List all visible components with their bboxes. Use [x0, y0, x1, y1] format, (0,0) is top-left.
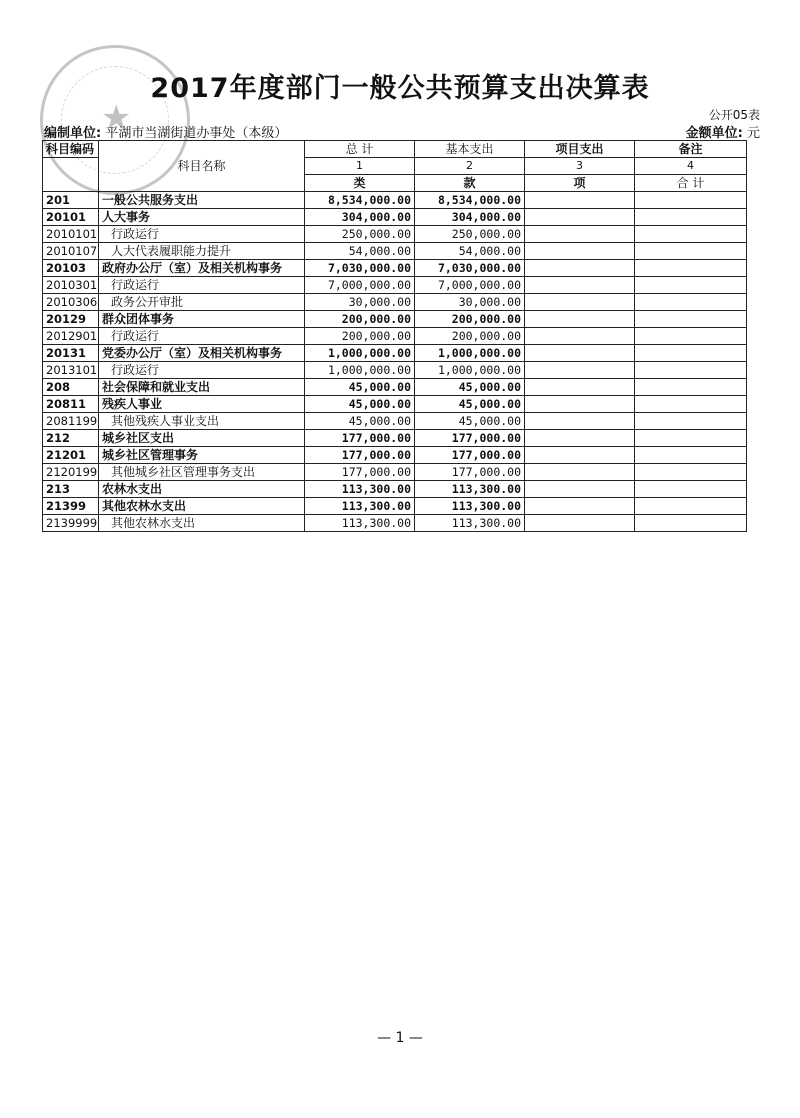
row-name: 城乡社区支出 — [99, 430, 305, 447]
table-row — [43, 379, 747, 396]
row-basic: 1,000,000.00 — [415, 345, 525, 362]
row-name: 其他农林水支出 — [99, 498, 305, 515]
row-name: 其他城乡社区管理事务支出 — [99, 464, 305, 481]
row-remark — [635, 226, 747, 243]
row-total: 45,000.00 — [305, 413, 415, 430]
unit-value: 元 — [746, 126, 760, 141]
row-remark — [635, 209, 747, 226]
row-project — [525, 515, 635, 532]
row-name: 群众团体事务 — [99, 311, 305, 328]
row-code: 2010301 — [43, 277, 99, 294]
row-project — [525, 481, 635, 498]
table-row — [43, 345, 747, 362]
row-remark — [635, 362, 747, 379]
row-name: 行政运行 — [99, 226, 305, 243]
page-number: — 1 — — [377, 1030, 423, 1046]
col-num-4: 4 — [635, 158, 747, 175]
row-name: 行政运行 — [99, 277, 305, 294]
row-remark — [635, 260, 747, 277]
row-remark — [635, 498, 747, 515]
row-basic: 200,000.00 — [415, 311, 525, 328]
table-row — [43, 209, 747, 226]
seal-star-icon: ★ — [101, 98, 132, 138]
table-row — [43, 396, 747, 413]
row-remark — [635, 311, 747, 328]
row-code: 2012901 — [43, 328, 99, 345]
row-code: 2010107 — [43, 243, 99, 260]
table-row — [43, 498, 747, 515]
row-total: 8,534,000.00 — [305, 192, 415, 209]
header-remark: 备注 — [635, 141, 747, 158]
row-total: 30,000.00 — [305, 294, 415, 311]
row-project — [525, 379, 635, 396]
row-project — [525, 362, 635, 379]
row-remark — [635, 515, 747, 532]
row-project — [525, 226, 635, 243]
table-row — [43, 515, 747, 532]
row-code: 213 — [43, 481, 99, 498]
row-total: 1,000,000.00 — [305, 345, 415, 362]
header-code: 科目编码 — [43, 141, 99, 158]
table-row — [43, 260, 747, 277]
row-basic: 200,000.00 — [415, 328, 525, 345]
row-basic: 1,000,000.00 — [415, 362, 525, 379]
row-name: 政务公开审批 — [99, 294, 305, 311]
currency-unit — [686, 122, 760, 141]
table-row — [43, 362, 747, 379]
row-code: 20101 — [43, 209, 99, 226]
row-project — [525, 328, 635, 345]
row-code: 2010306 — [43, 294, 99, 311]
row-remark — [635, 464, 747, 481]
table-row — [43, 481, 747, 498]
row-total: 200,000.00 — [305, 311, 415, 328]
col-num-2: 2 — [415, 158, 525, 175]
header-basic: 基本支出 — [415, 141, 525, 158]
row-name: 人大事务 — [99, 209, 305, 226]
header-lei: 类 — [305, 175, 415, 192]
row-basic: 7,000,000.00 — [415, 277, 525, 294]
row-name: 残疾人事业 — [99, 396, 305, 413]
row-remark — [635, 277, 747, 294]
row-name: 人大代表履职能力提升 — [99, 243, 305, 260]
row-remark — [635, 328, 747, 345]
row-total: 304,000.00 — [305, 209, 415, 226]
row-name: 行政运行 — [99, 362, 305, 379]
row-remark — [635, 243, 747, 260]
row-total: 1,000,000.00 — [305, 362, 415, 379]
form-number: 公开05表 — [708, 108, 760, 122]
row-code: 2139999 — [43, 515, 99, 532]
table-row — [43, 447, 747, 464]
row-basic: 177,000.00 — [415, 430, 525, 447]
row-remark — [635, 447, 747, 464]
table-row — [43, 294, 747, 311]
row-name: 政府办公厅（室）及相关机构事务 — [99, 260, 305, 277]
row-project — [525, 498, 635, 515]
row-total: 113,300.00 — [305, 481, 415, 498]
row-remark — [635, 481, 747, 498]
unit-label: 金额单位: — [685, 126, 743, 141]
row-code: 20103 — [43, 260, 99, 277]
row-remark — [635, 345, 747, 362]
row-project — [525, 294, 635, 311]
row-project — [525, 311, 635, 328]
row-project — [525, 396, 635, 413]
row-total: 113,300.00 — [305, 498, 415, 515]
row-project — [525, 413, 635, 430]
table-row — [43, 413, 747, 430]
row-total: 7,000,000.00 — [305, 277, 415, 294]
row-project — [525, 260, 635, 277]
row-remark — [635, 294, 747, 311]
row-basic: 45,000.00 — [415, 396, 525, 413]
header-total: 总 计 — [305, 141, 415, 158]
row-project — [525, 430, 635, 447]
table-row — [43, 464, 747, 481]
row-code: 212 — [43, 430, 99, 447]
row-total: 54,000.00 — [305, 243, 415, 260]
row-total: 177,000.00 — [305, 464, 415, 481]
row-code: 21201 — [43, 447, 99, 464]
row-remark — [635, 430, 747, 447]
table-row — [43, 430, 747, 447]
row-basic: 8,534,000.00 — [415, 192, 525, 209]
total-label: 合 计 — [635, 175, 747, 192]
row-total: 250,000.00 — [305, 226, 415, 243]
row-basic: 113,300.00 — [415, 481, 525, 498]
row-total: 177,000.00 — [305, 447, 415, 464]
row-basic: 177,000.00 — [415, 447, 525, 464]
row-project — [525, 447, 635, 464]
row-basic: 7,030,000.00 — [415, 260, 525, 277]
row-basic: 113,300.00 — [415, 515, 525, 532]
row-total: 177,000.00 — [305, 430, 415, 447]
row-name: 行政运行 — [99, 328, 305, 345]
row-total: 113,300.00 — [305, 515, 415, 532]
header-name: 科目名称 — [99, 141, 305, 192]
row-basic: 45,000.00 — [415, 413, 525, 430]
table-row — [43, 226, 747, 243]
header-kuan: 款 — [415, 175, 525, 192]
row-project — [525, 243, 635, 260]
table-header-row — [43, 141, 747, 158]
table-row — [43, 328, 747, 345]
row-name: 党委办公厅（室）及相关机构事务 — [99, 345, 305, 362]
row-code: 2013101 — [43, 362, 99, 379]
row-code: 201 — [43, 192, 99, 209]
compiler-unit — [44, 122, 287, 141]
row-code: 2081199 — [43, 413, 99, 430]
table-body — [43, 192, 747, 532]
row-project — [525, 209, 635, 226]
row-remark — [635, 413, 747, 430]
row-code: 208 — [43, 379, 99, 396]
row-basic: 54,000.00 — [415, 243, 525, 260]
row-basic: 45,000.00 — [415, 379, 525, 396]
table-row — [43, 192, 747, 209]
row-name: 农林水支出 — [99, 481, 305, 498]
row-basic: 113,300.00 — [415, 498, 525, 515]
header-xiang: 项 — [525, 175, 635, 192]
table-row — [43, 277, 747, 294]
row-project — [525, 345, 635, 362]
row-name: 城乡社区管理事务 — [99, 447, 305, 464]
compiler-value: 平湖市当湖街道办事处（本级） — [105, 126, 288, 141]
row-basic: 177,000.00 — [415, 464, 525, 481]
row-code: 20129 — [43, 311, 99, 328]
row-project — [525, 464, 635, 481]
row-total: 45,000.00 — [305, 379, 415, 396]
budget-table — [42, 140, 747, 532]
row-name: 一般公共服务支出 — [99, 192, 305, 209]
row-basic: 30,000.00 — [415, 294, 525, 311]
row-remark — [635, 192, 747, 209]
row-remark — [635, 379, 747, 396]
table-row — [43, 311, 747, 328]
row-total: 200,000.00 — [305, 328, 415, 345]
col-num-3: 3 — [525, 158, 635, 175]
table-row — [43, 243, 747, 260]
row-name: 其他残疾人事业支出 — [99, 413, 305, 430]
compiler-label: 编制单位: — [44, 126, 102, 141]
header-project: 项目支出 — [525, 141, 635, 158]
row-code: 20811 — [43, 396, 99, 413]
row-basic: 304,000.00 — [415, 209, 525, 226]
row-code: 21399 — [43, 498, 99, 515]
row-name: 社会保障和就业支出 — [99, 379, 305, 396]
row-project — [525, 277, 635, 294]
row-name: 其他农林水支出 — [99, 515, 305, 532]
row-remark — [635, 396, 747, 413]
row-basic: 250,000.00 — [415, 226, 525, 243]
row-total: 7,030,000.00 — [305, 260, 415, 277]
row-code: 20131 — [43, 345, 99, 362]
row-project — [525, 192, 635, 209]
row-total: 45,000.00 — [305, 396, 415, 413]
row-code: 2010101 — [43, 226, 99, 243]
page-title: 2017年度部门一般公共预算支出决算表 — [150, 73, 650, 104]
col-num-1: 1 — [305, 158, 415, 175]
row-code: 2120199 — [43, 464, 99, 481]
